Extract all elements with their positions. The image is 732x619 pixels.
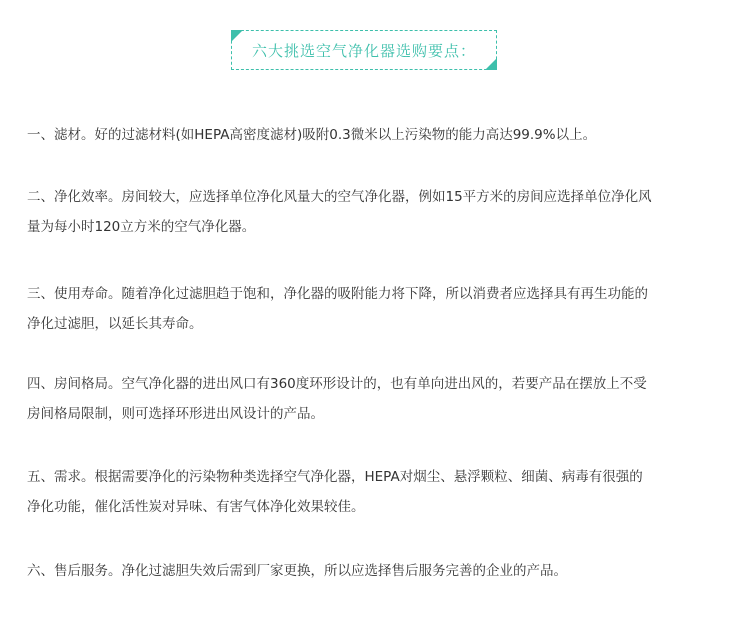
point-2-line-2: 量为每小时120立方米的空气净化器。 [27,219,256,235]
point-1-paragraph [27,120,712,150]
point-3-line-2: 净化过滤胆，以延长其寿命。 [27,316,203,332]
title-corner-bottom-right-decoration [485,58,497,70]
point-4-paragraph [27,369,712,429]
section-title: 六大挑选空气净化器选购要点： [251,41,476,60]
point-1-line-1: 一、滤材。好的过滤材料(如HEPA高密度滤材)吸附0.3微米以上污染物的能力高达99.9%以上。 [27,127,597,143]
point-5-line-2: 净化功能，催化活性炭对异味、有害气体净化效果较佳。 [27,499,365,515]
point-3-paragraph [27,279,712,339]
point-6-paragraph [27,556,712,586]
section-title-box [231,30,497,70]
point-3-line-1: 三、使用寿命。随着净化过滤胆趋于饱和，净化器的吸附能力将下降，所以消费者应选择具有再生功能的 [27,286,648,302]
point-6-line-1: 六、售后服务。净化过滤胆失效后需到厂家更换，所以应选择售后服务完善的企业的产品。 [27,563,567,579]
point-2-line-1: 二、净化效率。房间较大，应选择单位净化风量大的空气净化器，例如15平方米的房间应选择单位净化风 [27,189,652,205]
point-4-line-2: 房间格局限制，则可选择环形进出风设计的产品。 [27,406,324,422]
title-corner-top-left-decoration [231,30,243,42]
point-5-paragraph [27,462,712,522]
point-2-paragraph [27,182,712,242]
point-4-line-1: 四、房间格局。空气净化器的进出风口有360度环形设计的，也有单向进出风的，若要产品在摆放上不受 [27,376,647,392]
point-5-line-1: 五、需求。根据需要净化的污染物种类选择空气净化器，HEPA对烟尘、悬浮颗粒、细菌、病毒有很强的 [27,469,643,485]
